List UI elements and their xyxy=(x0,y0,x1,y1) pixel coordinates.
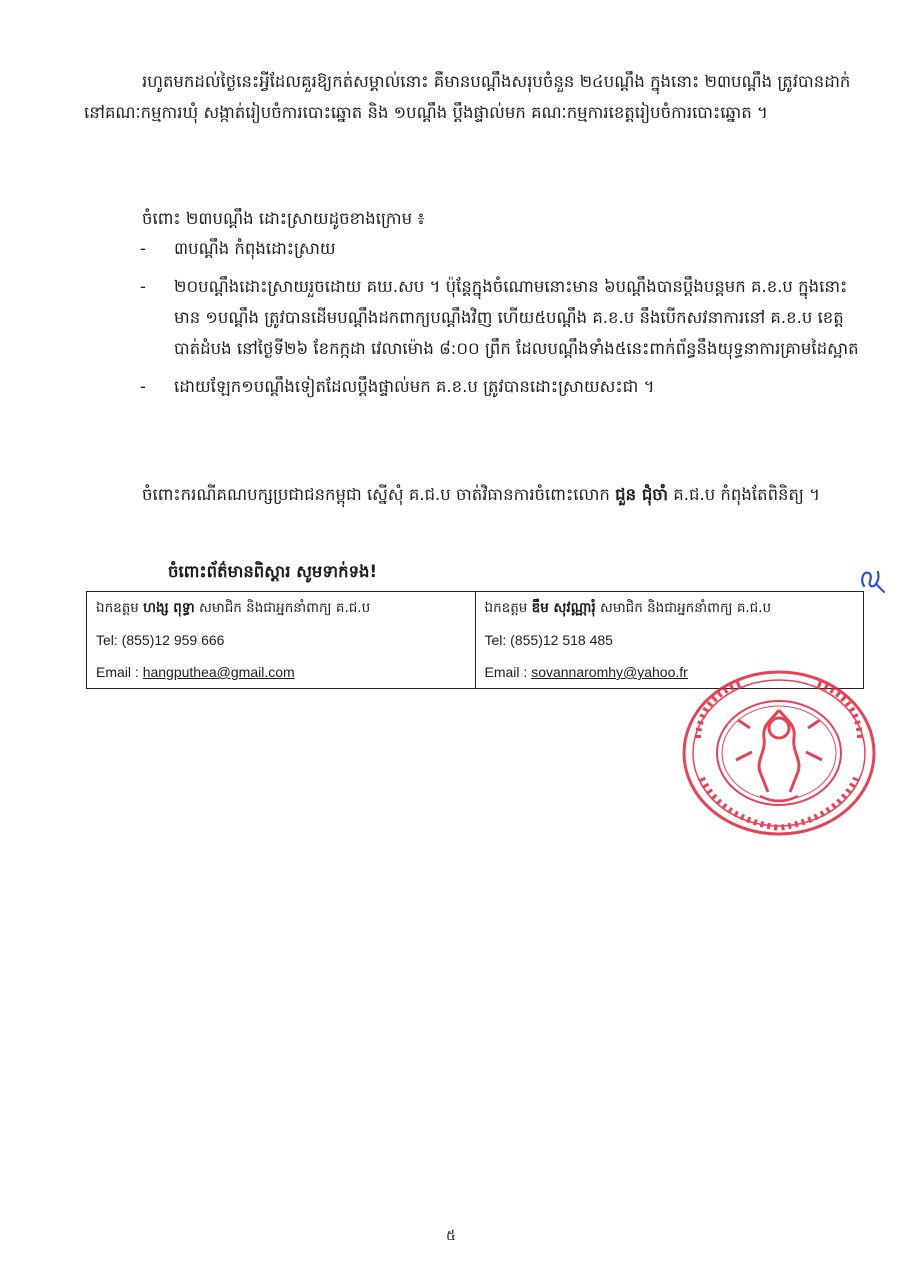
contacts-title: ចំពោះព័ត៌មានពិស្តារ សូមទាក់ទង! xyxy=(168,562,378,581)
resolution-list xyxy=(84,233,864,409)
contact-phone: Tel: (855)12 518 485 xyxy=(484,632,613,648)
contact-name: ឌឹម សុវណ្ណារុំ xyxy=(531,600,596,616)
list-item: - ៣បណ្តឹង កំពុងដោះស្រាយ xyxy=(140,239,336,258)
contact-left: ឯកឧត្តម ហង្ស ពុទ្ធា សមាជិក និងជាអ្នកនាំពាក្យ គ.ជ.ប Tel: (855)12 959 666 Email : hangputhea@gmail.com xyxy=(87,592,476,689)
paragraph-complaints-summary: រហូតមកដល់ថ្ងៃនេះអ្វីដែលគួរឱ្យកត់សម្គាល់នោះ គឺមានបណ្តឹងសរុបចំនួន ២៤បណ្តឹង ក្នុងនោះ ២៣បណ្តឹង ត្រូវបានដាក់នៅគណៈកម្មការឃុំ សង្កាត់រៀបចំការបោះឆ្នោត និង ១បណ្តឹង ប្តឹងផ្ទាល់មក គណៈកម្មការខេត្តរៀបចំការបោះឆ្នោត ។ xyxy=(84,72,851,122)
paragraph-cpp-request: ចំពោះករណីគណបក្សប្រជាជនកម្ពុជា ស្នើសុំ គ.ជ.ប ចាត់វិធានការចំពោះលោក ជួន ជុំចាំ គ.ជ.ប កំពុងតែពិនិត្យ ។ xyxy=(142,485,821,504)
list-item: - ដោយឡែក១បណ្តឹងទៀតដែលប្តឹងផ្ទាល់មក គ.ខ.ប ត្រូវបានដោះស្រាយសះជា ។ xyxy=(140,377,655,396)
paragraph-resolution-lead: ចំពោះ ២៣បណ្តឹង ដោះស្រាយដូចខាងក្រោម ៖ xyxy=(142,209,425,228)
list-item: - ២០បណ្តឹងដោះស្រាយរួចដោយ គឃ.សប ។ ប៉ុន្តែក្នុងចំណោមនោះមាន ៦បណ្តឹងបានប្តឹងបន្តមក គ.ខ.ប ក្នុងនោះមាន ១បណ្តឹង ត្រូវបានដើមបណ្តឹងដកពាក្យបណ្តឹងវិញ ហើយ៥បណ្តឹង គ.ខ.ប នឹងបើកសវនាការនៅ គ.ខ.ប ខេត្តបាត់ដំបង នៅថ្ងៃទី២៦ ខែកក្កដា វេលាម៉ោង ៨:០០ ព្រឹក ដែលបណ្តឹងទាំង៥នេះពាក់ព័ន្ធនឹងយុទ្ធនាការគ្រាមដៃស្អាត xyxy=(140,277,859,358)
email-link[interactable]: sovannaromhy@yahoo.fr xyxy=(531,664,688,680)
contact-phone: Tel: (855)12 959 666 xyxy=(96,632,225,648)
contact-right: ឯកឧត្តម ឌឹម សុវណ្ណារុំ សមាជិក និងជាអ្នកនាំពាក្យ គ.ជ.ប Tel: (855)12 518 485 Email : sovannaromhy@yahoo.fr xyxy=(475,592,864,689)
official-seal-icon xyxy=(680,668,878,838)
page-number: ៥ xyxy=(446,1228,456,1244)
email-link[interactable]: hangputhea@gmail.com xyxy=(142,664,295,680)
contact-name: ហង្ស ពុទ្ធា xyxy=(143,600,195,616)
